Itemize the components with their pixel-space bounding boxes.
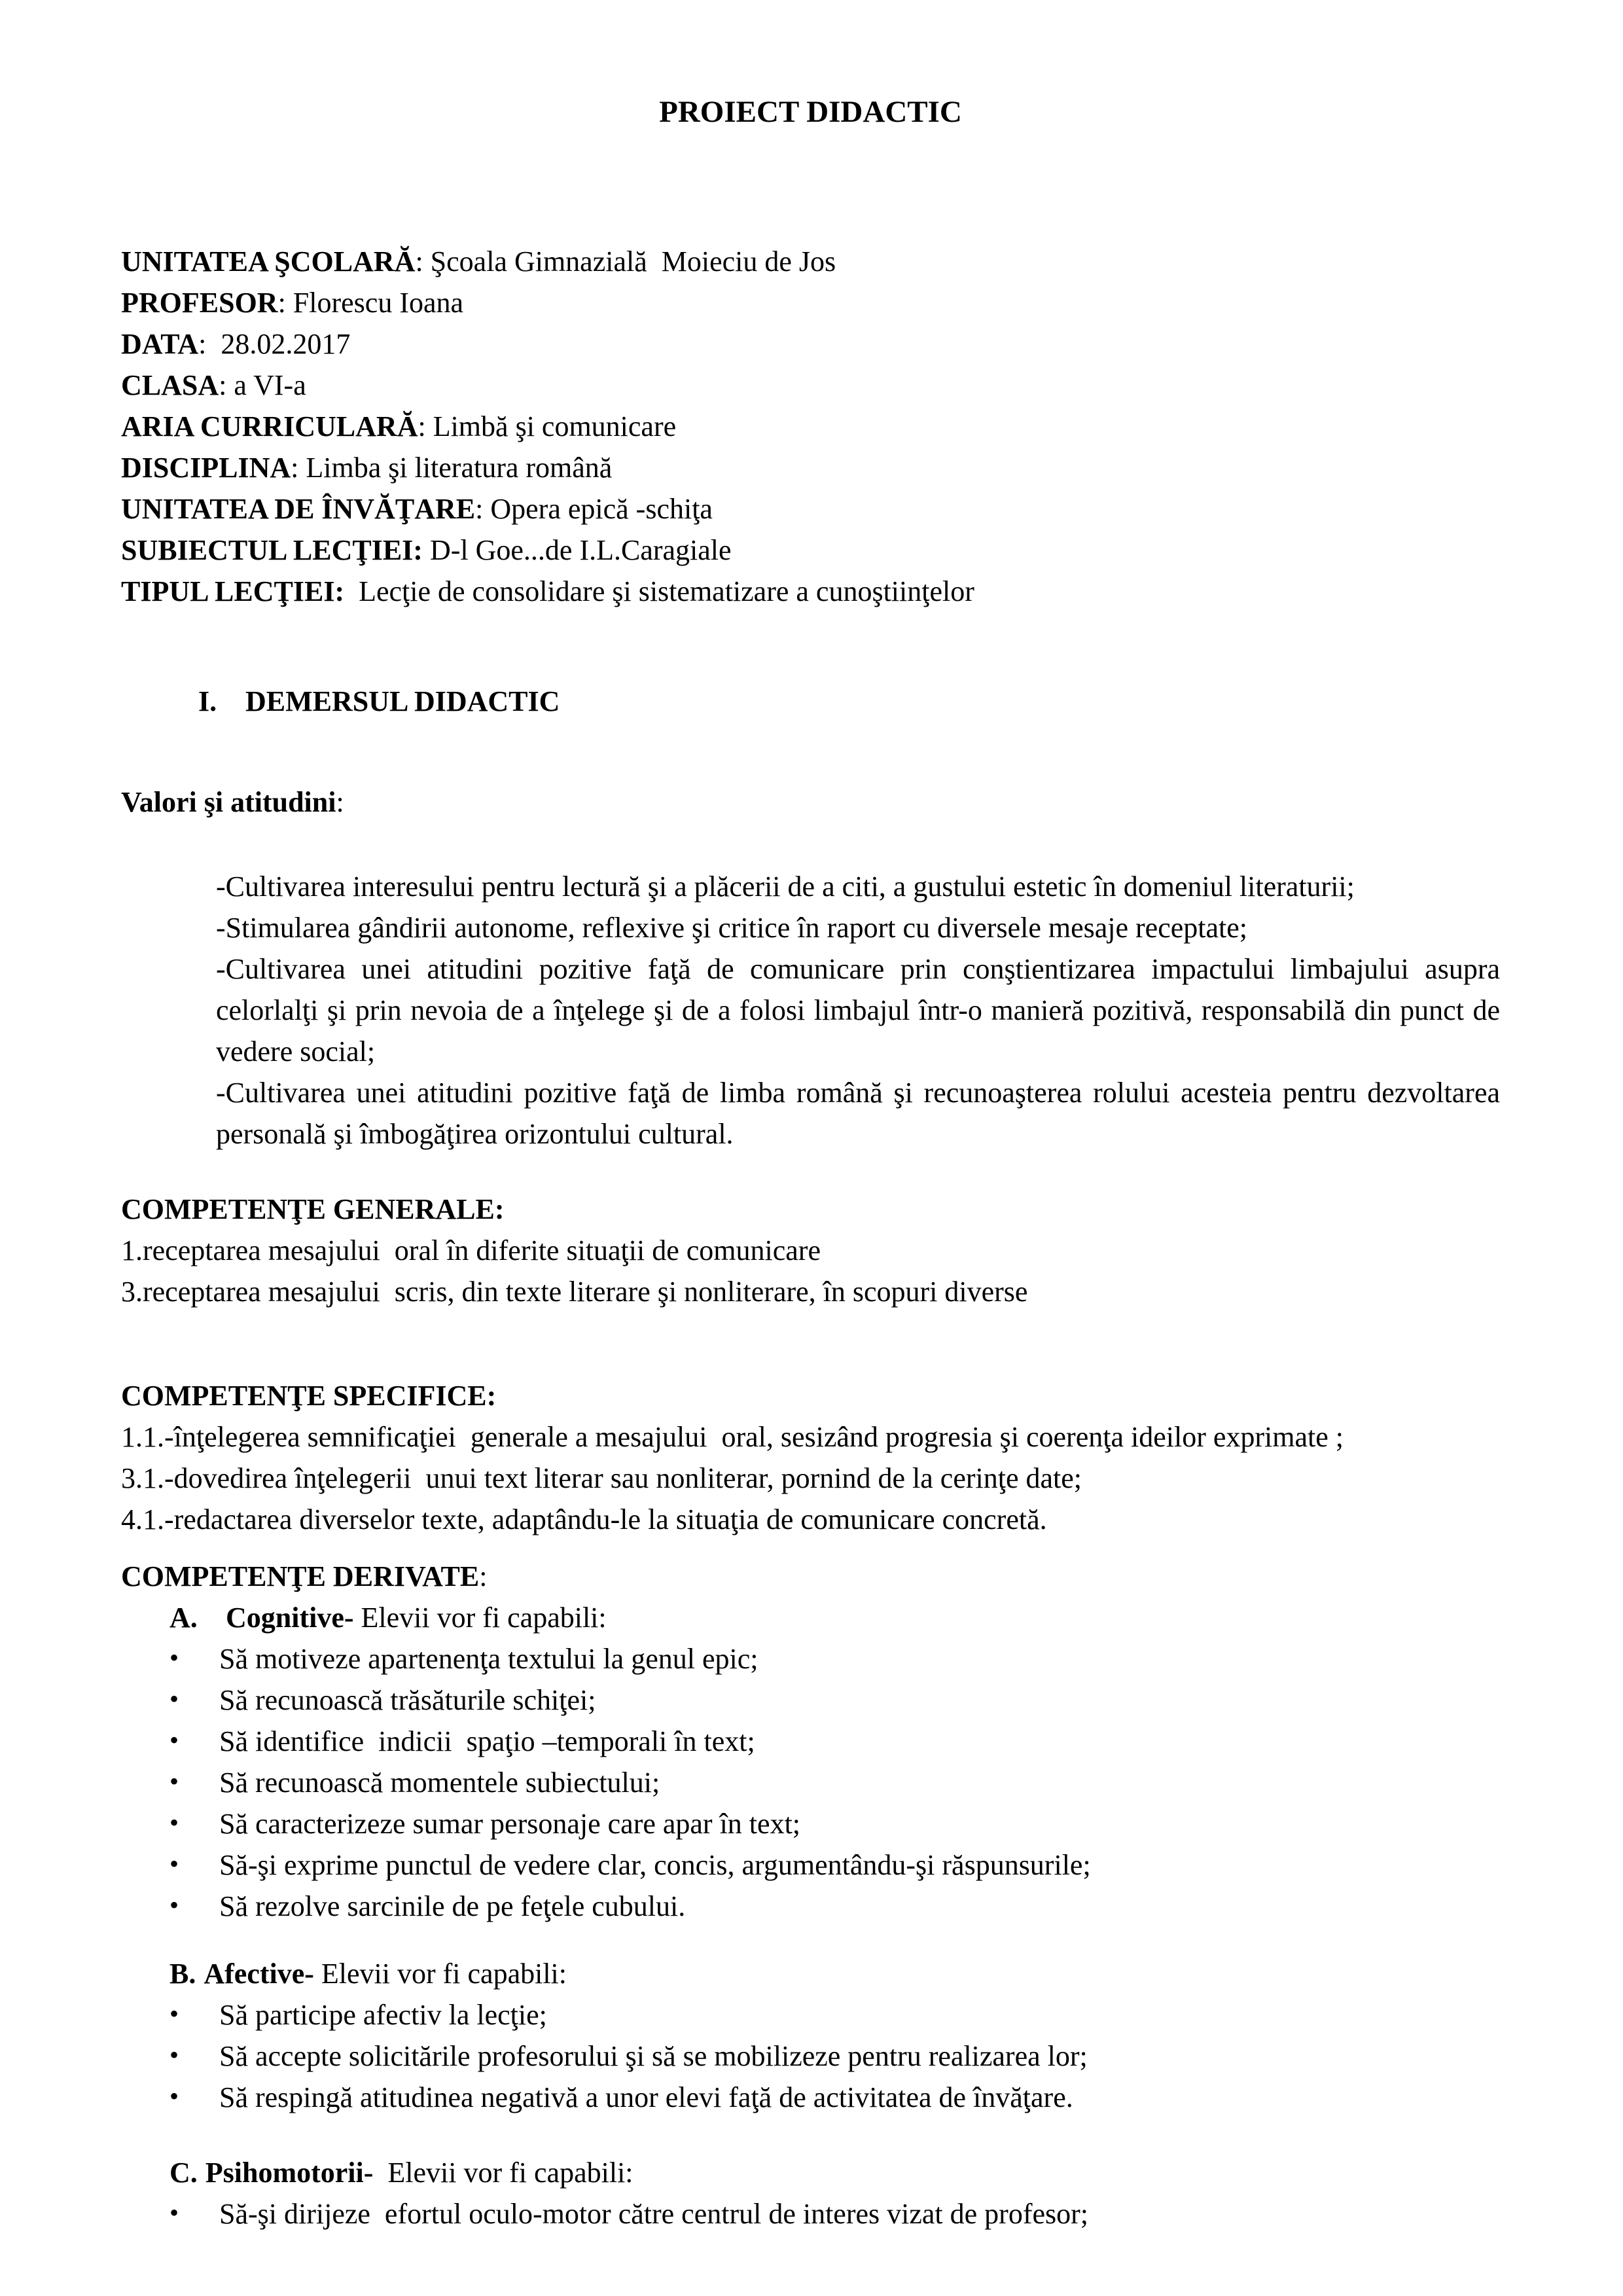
field-value: : Florescu Ioana — [277, 287, 464, 319]
field-label: ARIA CURRICULARĂ — [121, 410, 418, 442]
page-title: PROIECT DIDACTIC — [659, 95, 962, 129]
objective-item — [169, 1721, 1500, 1762]
header-field — [121, 529, 1500, 571]
group-heading-afective — [169, 1953, 1500, 1994]
objective-text: Să identifice indicii spaţio –temporali în text; — [219, 1725, 755, 1757]
bullet-icon: • — [169, 1849, 179, 1878]
objective-item — [169, 2193, 1500, 2234]
objective-text: Să recunoască trăsăturile schiţei; — [219, 1684, 596, 1716]
field-value: : Limba şi literatura română — [291, 452, 613, 484]
bullet-icon: • — [169, 2040, 179, 2070]
group-intro: Elevii vor fi capabili: — [353, 1602, 607, 1634]
competente-specifice-item: 1.1.-înţelegerea semnificaţiei generale a mesajului oral, sesizând progresia şi coerenţa ideilor exprimate ; — [121, 1421, 1344, 1453]
header-field — [121, 323, 1500, 365]
bullet-icon: • — [169, 1767, 179, 1796]
header-field — [121, 282, 1500, 323]
field-label: CLASA — [121, 369, 219, 401]
field-value: : a VI-a — [219, 369, 306, 401]
group-intro: Elevii vor fi capabili: — [373, 2157, 633, 2189]
header-field — [121, 241, 1500, 282]
field-label: SUBIECTUL LECŢIEI: — [121, 534, 423, 566]
objective-item — [169, 2036, 1500, 2077]
objective-text: Să motiveze apartenenţa textului la genul epic; — [219, 1643, 758, 1675]
header-field — [121, 488, 1500, 529]
header-field — [121, 447, 1500, 488]
group-name: Afective- — [204, 1958, 314, 1990]
valori-item: -Cultivarea interesului pentru lectură şi a plăcerii de a citi, a gustului estetic în domeniul literaturii; — [216, 870, 1355, 903]
field-label: UNITATEA DE ÎNVĂŢARE — [121, 493, 476, 525]
bullet-icon: • — [169, 1643, 179, 1672]
objective-item — [169, 1679, 1500, 1721]
objective-item — [169, 2077, 1500, 2118]
bullet-icon: • — [169, 2198, 179, 2227]
valori-item: -Cultivarea unei atitudini pozitive faţă de comunicare prin conştientizarea impactului limbajului asupra celorlalţi şi prin nevoia de a înţelege şi de a folosi limbajul într-o manieră pozitivă, responsabilă din punct de vedere social; — [216, 953, 1500, 1067]
valori-heading — [121, 781, 1500, 823]
objective-text: Să participe afectiv la lecţie; — [219, 1999, 547, 2031]
valori-item: -Cultivarea unei atitudini pozitive faţă de limba română şi recunoaşterea rolului acesteia pentru dezvoltarea personală şi îmbogăţirea orizontului cultural. — [216, 1077, 1500, 1150]
group-name: Cognitive- — [226, 1602, 354, 1634]
objective-item — [169, 1762, 1500, 1803]
header-field — [121, 406, 1500, 447]
valori-heading-text: Valori şi atitudini — [121, 786, 336, 818]
field-value: : 28.02.2017 — [198, 328, 351, 360]
field-value: : Şcoala Gimnazială Moieciu de Jos — [415, 245, 836, 278]
bullet-icon: • — [169, 1999, 179, 2028]
group-name: Psihomotorii- — [205, 2157, 374, 2189]
field-label: DISCIPLINA — [121, 452, 291, 484]
section-heading-demersul-didactic — [169, 639, 1500, 763]
bullet-icon: • — [169, 2081, 179, 2111]
group-heading-cognitive — [169, 1597, 1500, 1638]
valori-item: -Stimularea gândirii autonome, reflexive şi critice în raport cu diversele mesaje receptate; — [216, 912, 1247, 944]
section-number: I. — [198, 685, 217, 717]
objective-item — [169, 1803, 1500, 1844]
competente-specifice-heading: COMPETENŢE SPECIFICE: — [121, 1380, 497, 1412]
field-label: TIPUL LECŢIEI: — [121, 575, 345, 607]
competente-specifice-item: 4.1.-redactarea diverselor texte, adaptându-le la situaţia de comunicare concretă. — [121, 1503, 1047, 1535]
bullet-icon: • — [169, 1890, 179, 1920]
group-heading-psihomotorii — [169, 2152, 1500, 2193]
competente-generale-item: 3.receptarea mesajului scris, din texte literare şi nonliterare, în scopuri diverse — [121, 1276, 1028, 1308]
bullet-icon: • — [169, 1684, 179, 1713]
valori-heading-colon: : — [336, 786, 344, 818]
field-label: UNITATEA ŞCOLARĂ — [121, 245, 416, 278]
competente-derivate-colon: : — [479, 1560, 488, 1592]
group-letter: C. — [169, 2157, 198, 2189]
field-value: D-l Goe...de I.L.Caragiale — [422, 534, 732, 566]
objective-text: Să-şi dirijeze efortul oculo-motor către centrul de interes vizat de profesor; — [219, 2198, 1089, 2230]
group-letter: B. — [169, 1958, 196, 1990]
objective-text: Să accepte solicitările profesorului şi să se mobilizeze pentru realizarea lor; — [219, 2040, 1088, 2072]
objective-item — [169, 1994, 1500, 2036]
field-value: Lecţie de consolidare şi sistematizare a cunoştiinţelor — [344, 575, 974, 607]
group-intro: Elevii vor fi capabili: — [313, 1958, 567, 1990]
objective-item — [169, 1638, 1500, 1679]
header-field — [121, 571, 1500, 612]
objective-text: Să-şi exprime punctul de vedere clar, concis, argumentându-şi răspunsurile; — [219, 1849, 1091, 1881]
objective-text: Să respingă atitudinea negativă a unor elevi faţă de activitatea de învăţare. — [219, 2081, 1073, 2113]
competente-derivate-heading: COMPETENŢE DERIVATE: — [121, 1560, 488, 1592]
header-field — [121, 365, 1500, 406]
objective-text: Să recunoască momentele subiectului; — [219, 1767, 660, 1799]
section-title: DEMERSUL DIDACTIC — [245, 685, 560, 717]
header-block — [121, 241, 1500, 612]
competente-specifice-item: 3.1.-dovedirea înţelegerii unui text literar sau nonliterar, pornind de la cerinţe date; — [121, 1462, 1082, 1494]
objective-item — [169, 1886, 1500, 1927]
valori-list — [216, 866, 1500, 1155]
objective-text: Să rezolve sarcinile de pe feţele cubului. — [219, 1890, 686, 1922]
competente-generale-item: 1.receptarea mesajului oral în diferite situaţii de comunicare — [121, 1234, 821, 1266]
field-label: PROFESOR — [121, 287, 278, 319]
objective-text: Să caracterizeze sumar personaje care apar în text; — [219, 1808, 801, 1840]
field-value: : Opera epică -schiţa — [475, 493, 713, 525]
group-letter: A. — [169, 1602, 198, 1634]
field-value: : Limbă şi comunicare — [418, 410, 677, 442]
bullet-icon: • — [169, 1725, 179, 1755]
competente-generale-heading: COMPETENŢE GENERALE: — [121, 1193, 505, 1225]
bullet-icon: • — [169, 1808, 179, 1837]
objective-item — [169, 1844, 1500, 1886]
field-label: DATA — [121, 328, 199, 360]
